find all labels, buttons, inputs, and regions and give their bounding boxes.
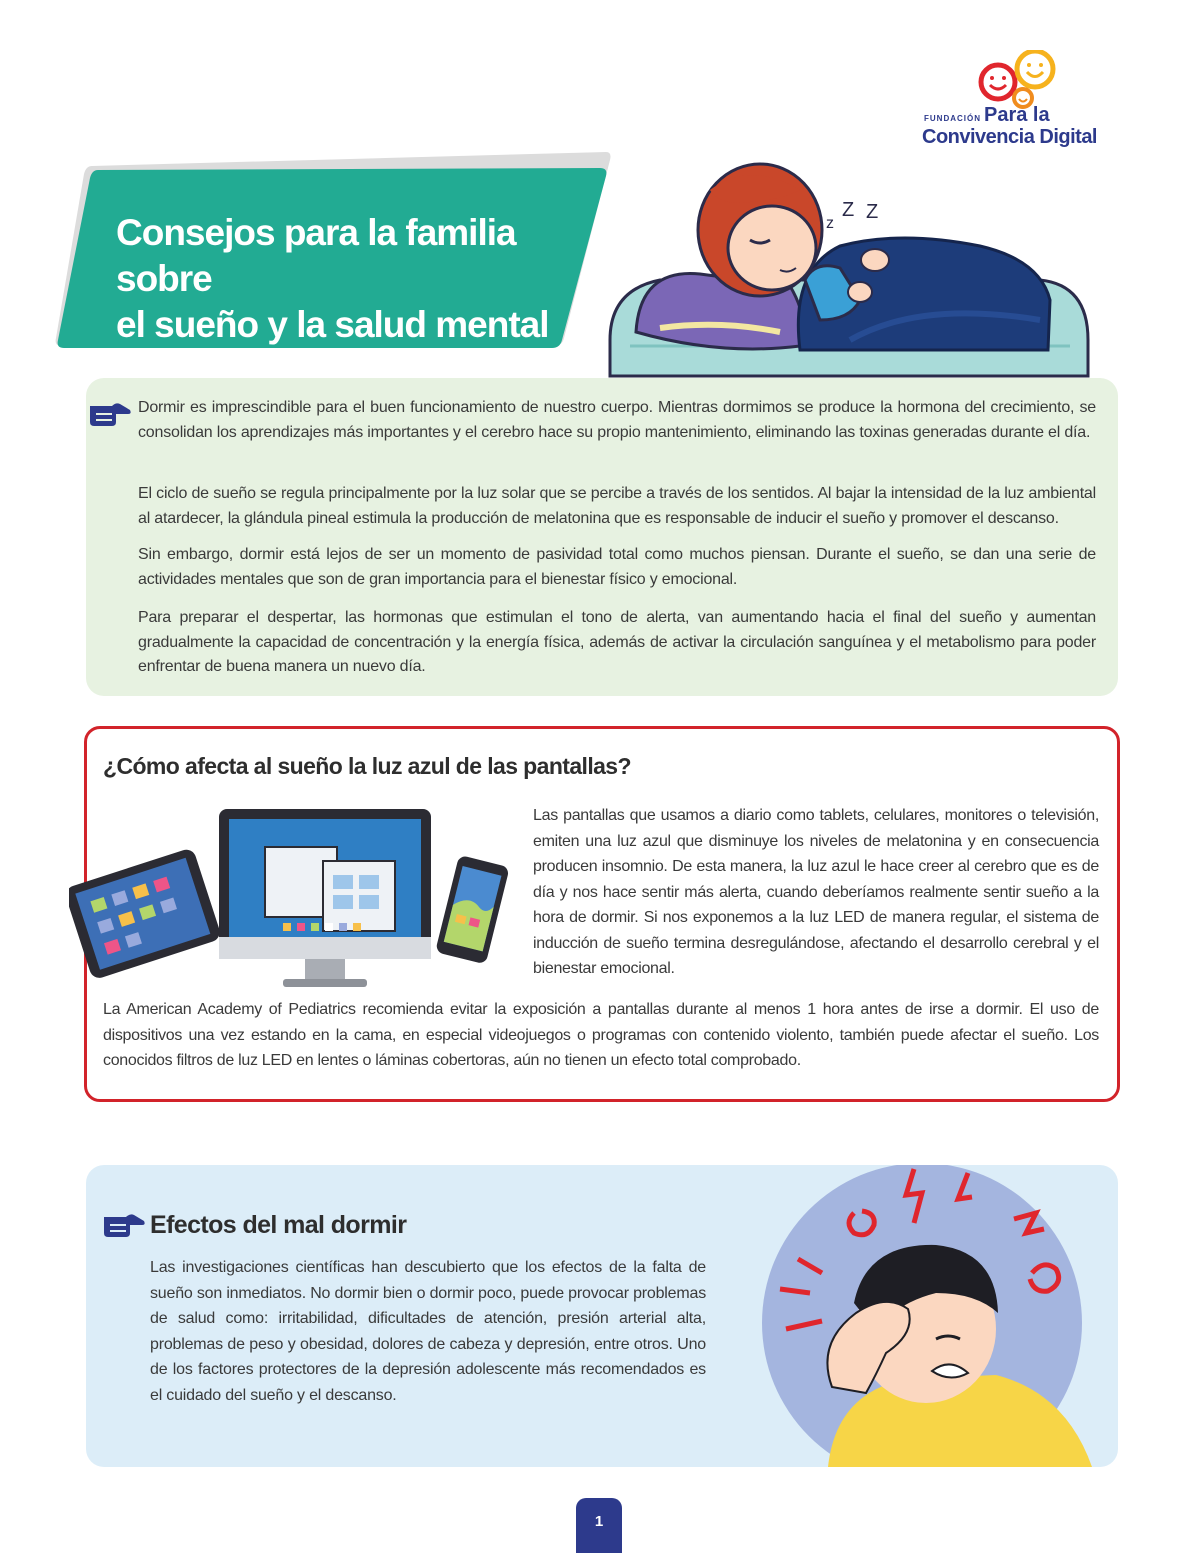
pointing-hand-icon [100, 1207, 146, 1237]
foundation-logo [918, 50, 1128, 155]
blue-light-section [84, 726, 1120, 1102]
sleep-z-medium: Z [842, 199, 855, 221]
logo-line2: Convivencia Digital [922, 126, 1097, 148]
intro-paragraph-1: Dormir es imprescindible para el buen funcionamiento de nuestro cuerpo. Mientras dormimos se produce la hormona del crecimiento, se consolidan los aprendizajes más importantes y el cerebro hace su propio mantenimiento, eliminando las toxinas generadas durante el día. [138, 399, 1096, 441]
intro-paragraph-3: Sin embargo, dormir está lejos de ser un momento de pasividad total como muchos piensan. Durante el sueño, se dan una serie de actividades mentales que son de gran importancia para el bienestar físico y emocional. [138, 546, 1096, 588]
blue-light-heading: ¿Cómo afecta al sueño la luz azul de las pantallas? [103, 753, 631, 779]
pointing-hand-icon [86, 396, 132, 426]
title-banner [54, 150, 614, 355]
logo-foundation-label: FUNDACIÓN [924, 114, 981, 123]
blue-light-bottom-text: La American Academy of Pediatrics recomienda evitar la exposición a pantallas durante al menos 1 hora antes de irse a dormir. El uso de dispositivos una vez estando en la cama, en especial videojuegos o programas con contenido violento, también puede afectar el sueño. Los conocidos filtros de luz LED en lentes o láminas cobertoras, aún no tienen un efecto total comprobado. [103, 1001, 1099, 1069]
intro-paragraph-2: El ciclo de sueño se regula principalmente por la luz solar que se percibe a través de los sentidos. Al bajar la intensidad de la luz ambiental al atardecer, la glándula pineal estimula la producción de melatonina que es responsable de inducir el sueño y promover el descanso. [138, 485, 1096, 527]
page-title [116, 210, 576, 348]
smiley-logo-icon [918, 50, 1128, 110]
page-title-line1: Consejos para la familia sobre [116, 212, 516, 299]
page-title-line2: el sueño y la salud mental [116, 304, 549, 345]
sleeping-boy-illustration [600, 150, 1100, 378]
effects-section [86, 1165, 1118, 1467]
logo-line1: Para la [984, 104, 1050, 126]
intro-section [86, 378, 1118, 696]
headache-boy-illustration [736, 1165, 1118, 1467]
blue-light-side-text: Las pantallas que usamos a diario como tablets, celulares, monitores o televisión, emiten una luz azul que disminuye los niveles de melatonina y en consecuencia producen insomnio. De esta manera, la luz azul le hace creer al cerebro que es de día y nos hace sentir más alerta, cuando deberíamos realmente sentir sueño a la hora de dormir. Si nos exponemos a la luz LED de manera regular, el sistema de inducción de sueño termina desregulándose, afectando el desarrollo cerebral y el bienestar emocional. [533, 807, 1099, 977]
sleep-z-large: Z [866, 201, 879, 223]
devices-illustration [69, 805, 529, 995]
page-number: 1 [576, 1498, 622, 1553]
effects-heading: Efectos del mal dormir [150, 1211, 407, 1239]
intro-paragraph-4: Para preparar el despertar, las hormonas que estimulan el tono de alerta, van aumentando hacia el final del sueño y aumentan gradualmente la capacidad de concentración y la energía física, además de activar la circulación sanguínea y el metabolismo para poder enfrentar de buena manera un nuevo día. [138, 609, 1096, 675]
sleep-z-small: z [826, 215, 834, 232]
effects-text: Las investigaciones científicas han descubierto que los efectos de la falta de sueño son inmediatos. No dormir bien o dormir poco, puede provocar problemas de salud como: irritabilidad, dificultades de atención, presión arterial alta, problemas de peso y obesidad, dolores de cabeza y depresión, entre otros. Uno de los factores protectores de la depresión adolescente más recomendados es el cuidado del sueño y el descanso. [150, 1259, 706, 1404]
